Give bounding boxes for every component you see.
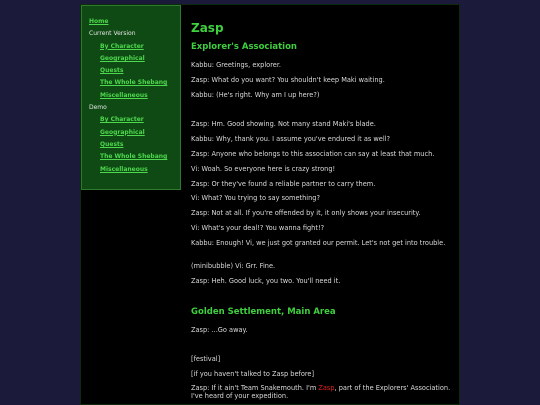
- sidebar-link-demo-geographical[interactable]: Geographical: [100, 128, 145, 136]
- sidebar-link-current-whole-shebang[interactable]: The Whole Shebang: [100, 79, 168, 87]
- section-heading-golden-settlement: Golden Settlement, Main Area: [191, 307, 336, 317]
- page-title: Zasp: [191, 21, 224, 35]
- sidebar-link-current-miscellaneous[interactable]: Miscellaneous: [100, 91, 148, 99]
- dialogue-line: (minibubble) Vi: Grr. Fine.: [191, 262, 276, 270]
- main-content: [191, 5, 453, 405]
- sidebar-nav: [81, 5, 181, 190]
- dialogue-line: Vi: What? You trying to say something?: [191, 194, 320, 202]
- sidebar-link-current-quests[interactable]: Quests: [100, 67, 124, 75]
- dialogue-line: Kabbu: Enough! Vi, we just got granted our permit. Let's not get into trouble.: [191, 239, 446, 247]
- sidebar-link-current-geographical[interactable]: Geographical: [100, 54, 145, 62]
- dialogue-line: Vi: Woah. So everyone here is crazy strong!: [191, 165, 336, 173]
- dialogue-text: , part of the Explorers' Association. I've heard of your expedition.: [191, 384, 451, 400]
- sidebar-link-demo-quests[interactable]: Quests: [100, 140, 124, 148]
- dialogue-line: Zasp: What do you want? You shouldn't keep Maki waiting.: [191, 76, 385, 84]
- dialogue-line: Kabbu: Why, thank you. I assume you've endured it as well?: [191, 135, 391, 143]
- dialogue-line: Zasp: ...Go away.: [191, 326, 248, 334]
- dialogue-text: Zasp: If it ain't Team Snakemouth. I'm: [191, 384, 319, 392]
- section-heading-explorers-association: Explorer's Association: [191, 42, 297, 52]
- highlighted-name: Zasp: [318, 384, 335, 392]
- dialogue-line: [if you haven't talked to Zasp before]: [191, 370, 315, 378]
- dialogue-line: Kabbu: Greetings, explorer.: [191, 61, 282, 69]
- page-container: [80, 4, 460, 405]
- dialogue-line: Zasp: Anyone who belongs to this association can say at least that much.: [191, 150, 435, 158]
- dialogue-line: Kabbu: (He's right. Why am I up here?): [191, 91, 320, 99]
- sidebar-link-home[interactable]: Home: [89, 18, 109, 25]
- dialogue-line: Zasp: Hm. Good showing. Not many stand Maki's blade.: [191, 120, 376, 128]
- dialogue-line: Zasp: Heh. Good luck, you two. You'll need it.: [191, 277, 341, 285]
- dialogue-line: Vi: What's your deal!? You wanna fight!?: [191, 224, 325, 232]
- sidebar-heading-current-version: Current Version: [89, 30, 136, 38]
- sidebar-link-demo-by-character[interactable]: By Character: [100, 116, 144, 124]
- dialogue-line: [festival]: [191, 355, 221, 363]
- sidebar-link-demo-whole-shebang[interactable]: The Whole Shebang: [100, 153, 168, 161]
- sidebar-link-current-by-character[interactable]: By Character: [100, 42, 144, 50]
- dialogue-line: [191, 384, 453, 400]
- dialogue-line: Zasp: Not at all. If you're offended by it, it only shows your insecurity.: [191, 209, 421, 217]
- sidebar-heading-demo: Demo: [89, 104, 107, 112]
- dialogue-line: Zasp: Or they've found a reliable partner to carry them.: [191, 180, 376, 188]
- sidebar-link-demo-miscellaneous[interactable]: Miscellaneous: [100, 165, 148, 173]
